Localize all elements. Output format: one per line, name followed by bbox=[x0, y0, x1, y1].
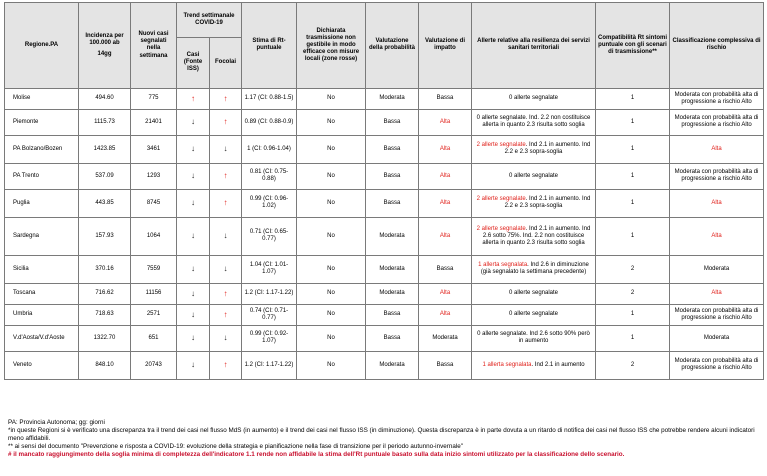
compat-value: 1 bbox=[596, 135, 670, 163]
alerts-text: . Ind 2.6 in diminuzione (già segnalato la settimana precedente) bbox=[480, 262, 589, 276]
footnote-warning: # il mancato raggiungimento della soglia minima di completezza dell'indicatore 1.1 rende non affidabile la stima dell'Rt puntuale basato sulla data inizio sintomi utilizzato per la classificazione dello scenario. bbox=[8, 450, 625, 458]
arrow-down-icon: ↓ bbox=[191, 264, 195, 274]
alerts-cell bbox=[472, 325, 596, 351]
footnote-reference: ** ai sensi del documento "Prevenzione e risposta a COVID-19: evoluzione della strategia e pianificazione nella fase di transizione per il periodo autunno-invernale" bbox=[8, 442, 463, 450]
trend-cases-cell bbox=[177, 325, 210, 351]
incidence-value: 370.16 bbox=[79, 255, 131, 283]
arrow-up-icon: ↑ bbox=[223, 360, 228, 370]
arrow-down-icon: ↓ bbox=[223, 231, 228, 241]
compat-value: 1 bbox=[596, 304, 670, 325]
overall-risk-value: Alta bbox=[670, 189, 764, 217]
incidence-value: 537.09 bbox=[79, 163, 131, 189]
header-incidence-line1: Incidenza per 100.000 ab bbox=[85, 32, 124, 46]
table-row bbox=[5, 109, 764, 135]
alerts-cell bbox=[472, 163, 596, 189]
region-name: Toscana bbox=[5, 283, 79, 304]
region-name: PA Trento bbox=[5, 163, 79, 189]
probability-value: Bassa bbox=[366, 304, 419, 325]
new-cases-value: 3461 bbox=[131, 135, 177, 163]
region-name: Veneto bbox=[5, 351, 79, 379]
table-row bbox=[5, 304, 764, 325]
new-cases-value: 20743 bbox=[131, 351, 177, 379]
probability-value: Moderata bbox=[366, 255, 419, 283]
arrow-up-icon: ↑ bbox=[223, 117, 228, 127]
red-zones-value: No bbox=[297, 351, 366, 379]
probability-value: Bassa bbox=[366, 189, 419, 217]
compat-value: 1 bbox=[596, 163, 670, 189]
header-new-cases: Nuovi casi segnalati nella settimana bbox=[131, 3, 177, 89]
table-body bbox=[5, 88, 764, 379]
impact-value: Moderata bbox=[419, 325, 472, 351]
new-cases-value: 775 bbox=[131, 88, 177, 109]
impact-value: Alta bbox=[419, 217, 472, 255]
compat-value: 1 bbox=[596, 88, 670, 109]
overall-risk-value: Moderata con probabilità alta di progressione a rischio Alto bbox=[670, 351, 764, 379]
incidence-value: 848.10 bbox=[79, 351, 131, 379]
alerts-cell bbox=[472, 135, 596, 163]
header-overall: Classificazione complessiva di rischio bbox=[670, 3, 764, 89]
probability-value: Moderata bbox=[366, 283, 419, 304]
trend-cases-cell bbox=[177, 283, 210, 304]
incidence-value: 443.85 bbox=[79, 189, 131, 217]
trend-foci-cell bbox=[210, 189, 242, 217]
red-zones-value: No bbox=[297, 163, 366, 189]
red-zones-value: No bbox=[297, 109, 366, 135]
incidence-value: 157.93 bbox=[79, 217, 131, 255]
arrow-down-icon: ↓ bbox=[223, 333, 228, 343]
region-name: V.d'Aosta/V.d'Aoste bbox=[5, 325, 79, 351]
alerts-text: 0 allerte segnalate bbox=[508, 290, 559, 297]
arrow-up-icon: ↑ bbox=[223, 198, 228, 208]
alerts-cell bbox=[472, 217, 596, 255]
arrow-down-icon: ↓ bbox=[223, 144, 228, 154]
trend-foci-cell bbox=[210, 163, 242, 189]
arrow-down-icon: ↓ bbox=[191, 231, 195, 241]
trend-cases-cell bbox=[177, 189, 210, 217]
trend-foci-cell bbox=[210, 135, 242, 163]
alerts-cell bbox=[472, 304, 596, 325]
region-name: Sardegna bbox=[5, 217, 79, 255]
arrow-up-icon: ↑ bbox=[223, 309, 228, 319]
red-zones-value: No bbox=[297, 255, 366, 283]
header-trend: Trend settimanale COVID-19 bbox=[177, 3, 242, 38]
alerts-text: 1 allerta segnalata bbox=[482, 361, 532, 368]
alerts-text: 0 allerte segnalate. Ind 2.6 sotto 90% però in aumento bbox=[477, 331, 590, 345]
probability-value: Bassa bbox=[366, 109, 419, 135]
alerts-text: 2 allerte segnalate bbox=[476, 142, 526, 149]
compat-value: 1 bbox=[596, 189, 670, 217]
trend-foci-cell bbox=[210, 88, 242, 109]
arrow-down-icon: ↓ bbox=[191, 198, 195, 208]
trend-foci-cell bbox=[210, 255, 242, 283]
impact-value: Bassa bbox=[419, 88, 472, 109]
alerts-cell bbox=[472, 109, 596, 135]
table-row bbox=[5, 283, 764, 304]
footnotes bbox=[8, 419, 760, 459]
table-row bbox=[5, 255, 764, 283]
incidence-value: 718.63 bbox=[79, 304, 131, 325]
trend-foci-cell bbox=[210, 325, 242, 351]
rt-value: 0.71 (CI: 0.65-0.77) bbox=[242, 217, 297, 255]
region-name: Molise bbox=[5, 88, 79, 109]
new-cases-value: 21401 bbox=[131, 109, 177, 135]
header-compat: Compatibilità Rt sintomi puntuale con gli scenari di trasmissione** bbox=[596, 3, 670, 89]
rt-value: 0.99 (CI: 0.96-1.02) bbox=[242, 189, 297, 217]
compat-value: 1 bbox=[596, 325, 670, 351]
arrow-up-icon: ↑ bbox=[223, 93, 228, 103]
header-rt: Stima di Rt-puntuale bbox=[242, 3, 297, 89]
table-row bbox=[5, 135, 764, 163]
rt-value: 1.17 (CI: 0.88-1.5) bbox=[242, 88, 297, 109]
overall-risk-value: Moderata con probabilità alta di progressione a rischio Alto bbox=[670, 304, 764, 325]
overall-risk-value: Alta bbox=[670, 283, 764, 304]
new-cases-value: 2571 bbox=[131, 304, 177, 325]
red-zones-value: No bbox=[297, 88, 366, 109]
alerts-cell bbox=[472, 255, 596, 283]
trend-cases-cell bbox=[177, 135, 210, 163]
arrow-up-icon: ↑ bbox=[223, 171, 228, 181]
rt-value: 0.74 (CI: 0.71-0.77) bbox=[242, 304, 297, 325]
arrow-up-icon: ↑ bbox=[191, 93, 195, 103]
alerts-cell bbox=[472, 189, 596, 217]
alerts-cell bbox=[472, 283, 596, 304]
rt-value: 0.99 (CI: 0.92-1.07) bbox=[242, 325, 297, 351]
overall-risk-value: Alta bbox=[670, 217, 764, 255]
alerts-text: 1 allerta segnalata bbox=[478, 262, 528, 269]
impact-value: Alta bbox=[419, 163, 472, 189]
table-row bbox=[5, 351, 764, 379]
impact-value: Alta bbox=[419, 304, 472, 325]
compat-value: 2 bbox=[596, 283, 670, 304]
probability-value: Bassa bbox=[366, 135, 419, 163]
alerts-text: . Ind 2.1 in aumento. Ind 2.2 e 2.3 sopra-soglia bbox=[504, 196, 591, 210]
arrow-down-icon: ↓ bbox=[191, 360, 195, 370]
footnote-discrepancy: *in queste Regioni si è verificato una discrepanza tra il trend dei casi nel flusso MdS (in aumento) e il trend dei casi nel flusso ISS (in diminuzione). Questa discrepanza è in parte dovuta a un ritardo di notifica dei casi nel flusso ISS che potrebbe rendere alcuni indicatori meno affidabili. bbox=[8, 426, 755, 442]
new-cases-value: 651 bbox=[131, 325, 177, 351]
rt-value: 1 (CI: 0.96-1.04) bbox=[242, 135, 297, 163]
alerts-text: . Ind 2.1 in aumento. Ind 2.2 e 2.3 sopra-soglia bbox=[504, 142, 591, 156]
arrow-up-icon: ↑ bbox=[223, 288, 228, 298]
trend-foci-cell bbox=[210, 217, 242, 255]
header-alerts: Allerte relative alla resilienza dei servizi sanitari territoriali bbox=[472, 3, 596, 89]
rt-value: 0.81 (CI: 0.75-0.88) bbox=[242, 163, 297, 189]
new-cases-value: 8745 bbox=[131, 189, 177, 217]
header-region: Regione.PA bbox=[5, 3, 79, 89]
rt-value: 1.04 (CI: 1.01-1.07) bbox=[242, 255, 297, 283]
header-impact: Valutazione di impatto bbox=[419, 3, 472, 89]
impact-value: Alta bbox=[419, 135, 472, 163]
probability-value: Moderata bbox=[366, 217, 419, 255]
alerts-text: . Ind 2.1 in aumento bbox=[531, 361, 585, 368]
header-trend-foci: Focolai bbox=[210, 37, 242, 88]
compat-value: 1 bbox=[596, 217, 670, 255]
arrow-down-icon: ↓ bbox=[191, 309, 195, 319]
impact-value: Bassa bbox=[419, 351, 472, 379]
alerts-text: . Ind 2.1 in aumento. Ind 2.6 sotto 75%. Ind. 2.2 non costituisce allerta in quanto 2.3 risulta sotto soglia bbox=[482, 225, 591, 246]
trend-foci-cell bbox=[210, 283, 242, 304]
incidence-value: 494.60 bbox=[79, 88, 131, 109]
region-name: Piemonte bbox=[5, 109, 79, 135]
overall-risk-value: Moderata con probabilità alta di progressione a rischio Alto bbox=[670, 109, 764, 135]
new-cases-value: 1293 bbox=[131, 163, 177, 189]
overall-risk-value: Alta bbox=[670, 135, 764, 163]
region-name: Sicilia bbox=[5, 255, 79, 283]
impact-value: Alta bbox=[419, 283, 472, 304]
impact-value: Alta bbox=[419, 189, 472, 217]
trend-cases-cell bbox=[177, 109, 210, 135]
table-header bbox=[5, 3, 764, 89]
alerts-cell bbox=[472, 88, 596, 109]
trend-cases-cell bbox=[177, 217, 210, 255]
header-incidence-line2: 14gg bbox=[97, 51, 112, 57]
arrow-down-icon: ↓ bbox=[191, 117, 195, 127]
overall-risk-value: Moderata bbox=[670, 255, 764, 283]
header-red-zones: Dichiarata trasmissione non gestibile in modo efficace con misure locali (zone rosse) bbox=[297, 3, 366, 89]
trend-cases-cell bbox=[177, 163, 210, 189]
alerts-text: 2 allerte segnalate bbox=[476, 196, 526, 203]
footnote-legend: PA: Provincia Autonoma; gg: giorni bbox=[8, 419, 105, 426]
alerts-text: 2 allerte segnalate bbox=[476, 225, 526, 232]
overall-risk-value: Moderata bbox=[670, 325, 764, 351]
trend-cases-cell bbox=[177, 255, 210, 283]
risk-table bbox=[4, 2, 764, 380]
trend-cases-cell bbox=[177, 88, 210, 109]
red-zones-value: No bbox=[297, 217, 366, 255]
red-zones-value: No bbox=[297, 135, 366, 163]
region-name: Umbria bbox=[5, 304, 79, 325]
new-cases-value: 7559 bbox=[131, 255, 177, 283]
incidence-value: 1115.73 bbox=[79, 109, 131, 135]
red-zones-value: No bbox=[297, 325, 366, 351]
alerts-text: 0 allerte segnalate bbox=[508, 172, 559, 179]
new-cases-value: 11156 bbox=[131, 283, 177, 304]
arrow-down-icon: ↓ bbox=[191, 288, 195, 298]
trend-cases-cell bbox=[177, 351, 210, 379]
overall-risk-value: Moderata con probabilità alta di progressione a rischio Alto bbox=[670, 163, 764, 189]
red-zones-value: No bbox=[297, 189, 366, 217]
probability-value: Moderata bbox=[366, 88, 419, 109]
header-incidence bbox=[79, 3, 131, 89]
probability-value: Moderata bbox=[366, 351, 419, 379]
region-name: Puglia bbox=[5, 189, 79, 217]
trend-foci-cell bbox=[210, 351, 242, 379]
alerts-text: 0 allerte segnalate bbox=[508, 311, 559, 318]
red-zones-value: No bbox=[297, 283, 366, 304]
rt-value: 1.2 (CI: 1.17-1.22) bbox=[242, 351, 297, 379]
rt-value: 0.89 (CI: 0.88-0.9) bbox=[242, 109, 297, 135]
arrow-down-icon: ↓ bbox=[223, 264, 228, 274]
incidence-value: 716.62 bbox=[79, 283, 131, 304]
table-row bbox=[5, 88, 764, 109]
arrow-down-icon: ↓ bbox=[191, 171, 195, 181]
impact-value: Alta bbox=[419, 109, 472, 135]
table-row bbox=[5, 189, 764, 217]
overall-risk-value: Moderata con probabilità alta di progressione a rischio Alto bbox=[670, 88, 764, 109]
compat-value: 2 bbox=[596, 351, 670, 379]
region-name: PA Bolzano/Bozen bbox=[5, 135, 79, 163]
arrow-down-icon: ↓ bbox=[191, 144, 195, 154]
header-trend-cases: Casi (Fonte ISS) bbox=[177, 37, 210, 88]
compat-value: 2 bbox=[596, 255, 670, 283]
trend-cases-cell bbox=[177, 304, 210, 325]
alerts-cell bbox=[472, 351, 596, 379]
table-row bbox=[5, 217, 764, 255]
trend-foci-cell bbox=[210, 109, 242, 135]
table-row bbox=[5, 163, 764, 189]
probability-value: Bassa bbox=[366, 163, 419, 189]
rt-value: 1.2 (CI: 1.17-1.22) bbox=[242, 283, 297, 304]
red-zones-value: No bbox=[297, 304, 366, 325]
compat-value: 1 bbox=[596, 109, 670, 135]
arrow-down-icon: ↓ bbox=[191, 333, 195, 343]
new-cases-value: 1064 bbox=[131, 217, 177, 255]
impact-value: Bassa bbox=[419, 255, 472, 283]
table-row bbox=[5, 325, 764, 351]
trend-foci-cell bbox=[210, 304, 242, 325]
header-probability: Valutazione della probabilità bbox=[366, 3, 419, 89]
alerts-text: 0 allerte segnalate. Ind. 2.2 non costituisce allerta in quanto 2.3 risulta sotto soglia bbox=[476, 115, 591, 129]
incidence-value: 1322.70 bbox=[79, 325, 131, 351]
alerts-text: 0 allerte segnalate bbox=[508, 95, 559, 102]
probability-value: Bassa bbox=[366, 325, 419, 351]
incidence-value: 1423.85 bbox=[79, 135, 131, 163]
